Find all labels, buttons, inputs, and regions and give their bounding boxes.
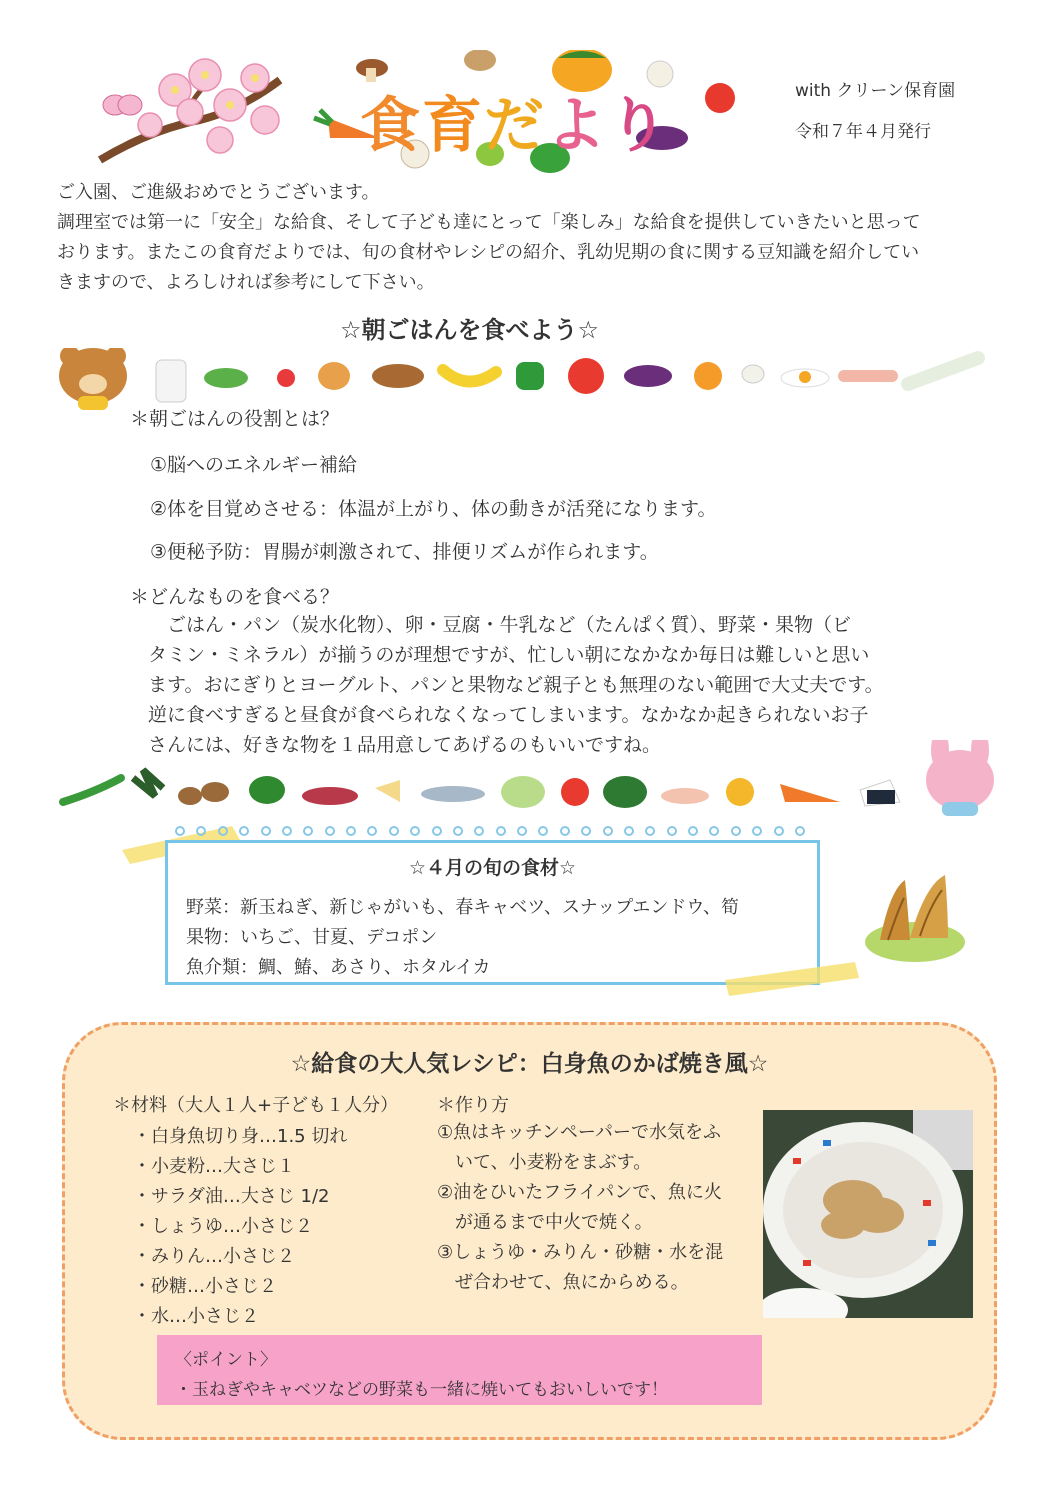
fish-dish-photo-icon bbox=[763, 1110, 973, 1318]
role-item: ①脳へのエネルギー補給 bbox=[150, 454, 358, 476]
role-item: ②体を目覚めさせる：体温が上がり、体の動きが活発になります。 bbox=[150, 498, 717, 520]
ingredient-item: ・みりん…小さじ２ bbox=[133, 1246, 295, 1267]
bamboo-shoot-icon bbox=[860, 870, 970, 970]
recipe-box bbox=[62, 1022, 997, 1440]
ingredients-food-row-icon bbox=[55, 740, 1005, 820]
ingredient-item: ・サラダ油…大さじ 1/2 bbox=[133, 1186, 330, 1207]
seasonal-line: 果物：いちご、甘夏、デコポン bbox=[186, 927, 438, 948]
title-char: り bbox=[608, 91, 670, 161]
intro-line: ご入園、ご進級おめでとうございます。 bbox=[57, 182, 380, 203]
tape-icon bbox=[725, 962, 865, 998]
intro-line: 調理室では第一に「安全」な給食、そして子ども達にとって「楽しみ」な給食を提供していきたいと思って bbox=[57, 212, 921, 233]
method-steps bbox=[437, 1118, 747, 1298]
method-heading: ＊作り方 bbox=[437, 1095, 509, 1116]
method-line: いて、小麦粉をまぶす。 bbox=[437, 1152, 652, 1173]
title-char: よ bbox=[546, 91, 608, 161]
what-paragraph bbox=[148, 610, 978, 760]
seasonal-title: ☆４月の旬の食材☆ bbox=[408, 857, 577, 879]
point-heading: 〈ポイント〉 bbox=[175, 1350, 277, 1370]
what-question: ＊どんなものを食べる？ bbox=[130, 586, 340, 608]
recipe-photo bbox=[763, 1110, 973, 1318]
method-line: ぜ合わせて、魚にからめる。 bbox=[437, 1272, 689, 1293]
role-item: ③便秘予防：胃腸が刺激されて、排便リズムが作られます。 bbox=[150, 541, 659, 563]
ingredient-item: ・水…小さじ２ bbox=[133, 1306, 259, 1327]
ingredient-item: ・しょうゆ…小さじ２ bbox=[133, 1216, 313, 1237]
method-line: ③しょうゆ・みりん・砂糖・水を混 bbox=[437, 1242, 724, 1263]
recipe-title: ☆給食の大人気レシピ：白身魚のかば焼き風☆ bbox=[290, 1051, 769, 1077]
organization-name: with クリーン保育園 bbox=[795, 81, 956, 101]
seasonal-line: 魚介類：鯛、鰆、あさり、ホタルイカ bbox=[186, 957, 491, 978]
ingredient-item: ・小麦粉…大さじ１ bbox=[133, 1156, 295, 1177]
method-line: ①魚はキッチンペーパーで水気をふ bbox=[437, 1122, 721, 1143]
seasonal-foods-box bbox=[165, 840, 820, 985]
intro-line: おります。またこの食育だよりでは、旬の食材やレシピの紹介、乳幼児期の食に関する豆知識を紹介してい bbox=[57, 242, 920, 263]
role-question: ＊朝ごはんの役割とは？ bbox=[130, 408, 340, 430]
method-line: が通るまで中火で焼く。 bbox=[437, 1212, 653, 1233]
what-line: タミン・ミネラル）が揃うのが理想ですが、忙しい朝になかなか毎日は難しいと思い bbox=[148, 644, 870, 666]
ingredient-item: ・白身魚切り身…1.5 切れ bbox=[133, 1126, 348, 1147]
cherry-blossom-icon bbox=[90, 50, 290, 170]
what-line: 逆に食べすぎると昼食が食べられなくなってしまいます。なかなか起きられないお子 bbox=[148, 704, 869, 726]
point-text: ・玉ねぎやキャベツなどの野菜も一緒に焼いてもおいしいです！ bbox=[175, 1380, 668, 1400]
newsletter-title bbox=[300, 50, 760, 180]
title-char: だ bbox=[484, 91, 546, 161]
what-line: ごはん・パン（炭水化物）、卵・豆腐・牛乳など（たんぱく質）、野菜・果物（ビ bbox=[148, 614, 852, 636]
ingredients-heading: ＊材料（大人１人+子ども１人分） bbox=[113, 1095, 399, 1116]
intro-line: きますので、よろしければ参考にして下さい。 bbox=[57, 272, 435, 293]
title-char: 育 bbox=[422, 91, 484, 161]
point-box bbox=[157, 1335, 762, 1405]
what-line: ます。おにぎりとヨーグルト、パンと果物など親子とも無理のない範囲で大丈夫です。 bbox=[148, 674, 884, 696]
method-line: ②油をひいたフライパンで、魚に火 bbox=[437, 1182, 722, 1203]
seasonal-line: 野菜：新玉ねぎ、新じゃがいも、春キャベツ、スナップエンドウ、筍 bbox=[186, 897, 739, 918]
title-text bbox=[360, 78, 670, 164]
intro-paragraph bbox=[57, 178, 1012, 298]
what-line: さんには、好きな物を１品用意してあげるのもいいですね。 bbox=[148, 734, 662, 756]
title-char: 食 bbox=[360, 91, 422, 161]
issue-date: 令和７年４月発行 bbox=[795, 122, 931, 142]
notebook-rings bbox=[175, 826, 805, 840]
breakfast-section-title: ☆朝ごはんを食べよう☆ bbox=[340, 316, 600, 344]
ingredient-item: ・砂糖…小さじ２ bbox=[133, 1276, 277, 1297]
